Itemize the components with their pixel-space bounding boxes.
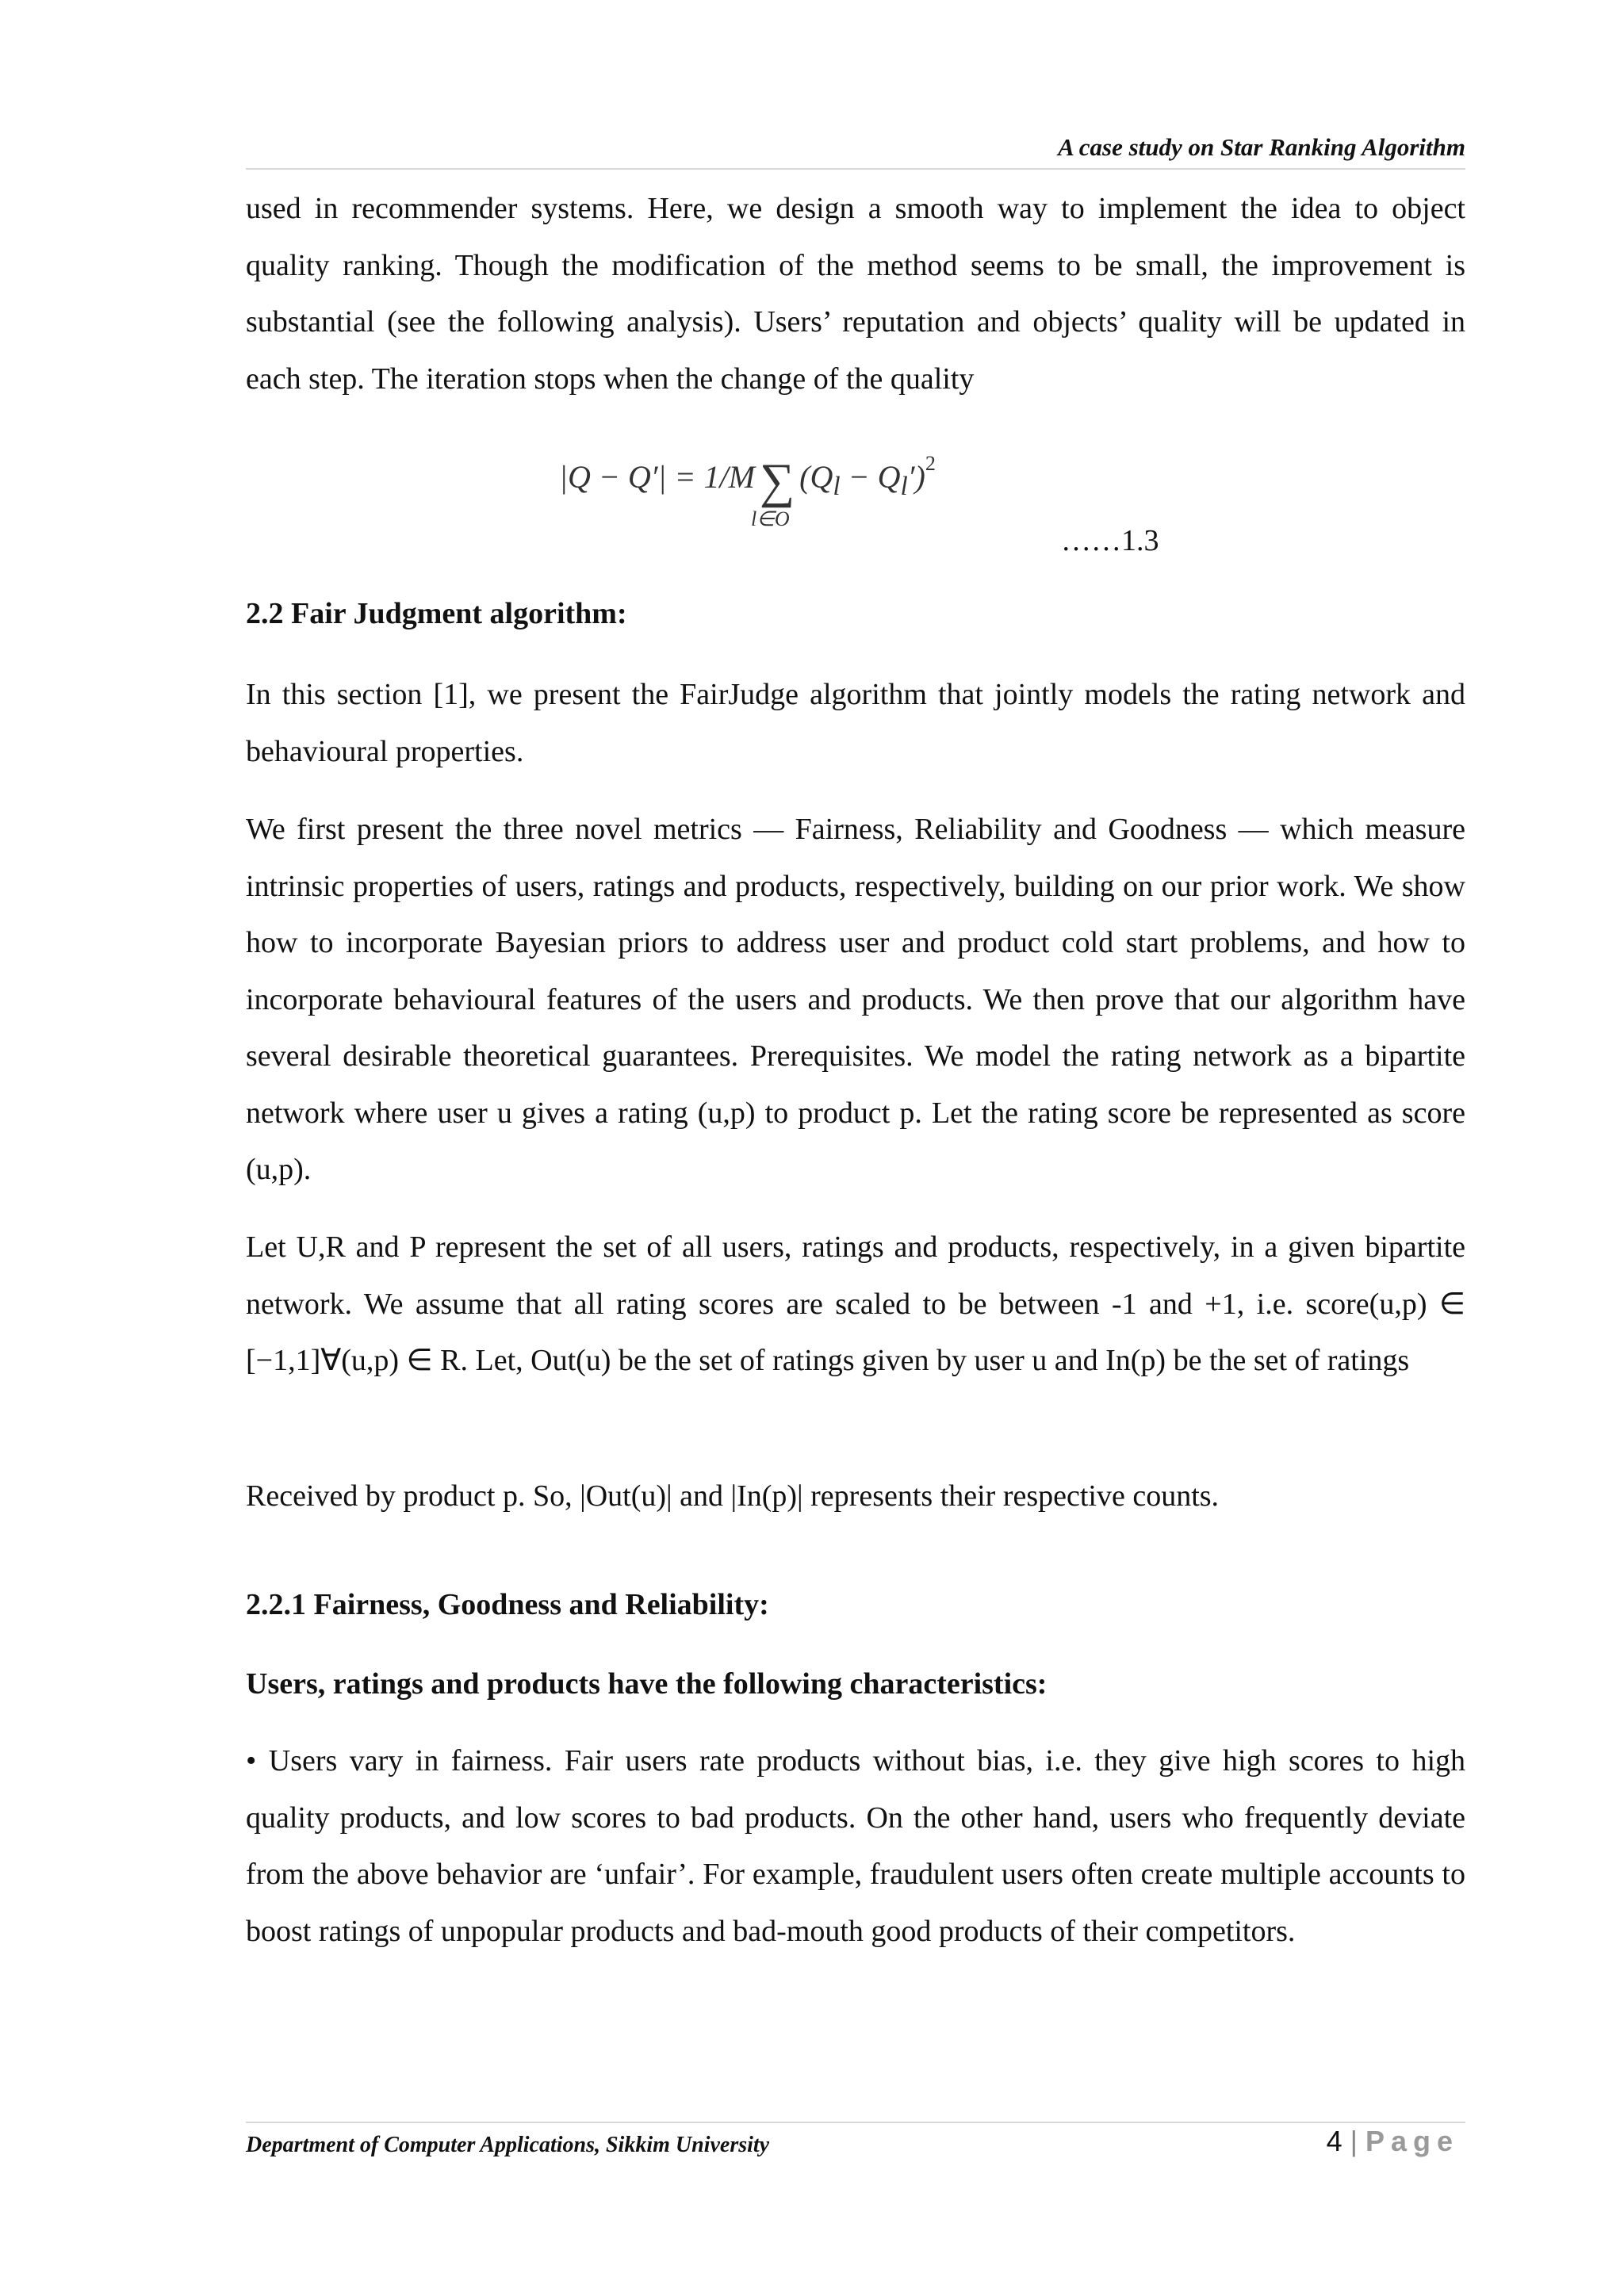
paragraph-5: Received by product p. So, |Out(u)| and |In(p)| represents their respective counts. [246,1479,1220,1513]
equation-subscript-1: l [833,472,841,501]
equation-body-close: ′) [907,459,925,495]
page-word: Page [1365,2125,1459,2157]
paragraph-4: Let U,R and P represent the set of all users, ratings and products, respectively, in a given bipartite network. We assume that all rating scores are scaled to be between -1 and +1, i.e. score(u,p) ∈ [−1,1]∀(u,p) ∈ R. Let, Out(u) be the set of ratings given by user u and In(p) be the set of ratings [246,1230,1465,1377]
footer-department: Department of Computer Applications, Sikkim University [246,2133,770,2157]
summation-index: l∈O [751,507,790,530]
equation-1-3 [559,452,971,539]
equation-number: ……1.3 [1061,524,1159,557]
page-separator: | [1350,2125,1358,2157]
equation-body-open: (Q [799,459,833,495]
section-heading-2-2: 2.2 Fair Judgment algorithm: [246,597,627,630]
header-divider [246,168,1465,170]
equation-exponent: 2 [925,452,936,475]
paragraph-1: used in recommender systems. Here, we design a smooth way to implement the idea to object quality ranking. Though the modification of the method seems to be small, the improvement is substantial (see the following analysis). Users’ reputation and objects’ quality will be updated in each step. The iteration stops when the change of the quality [246,192,1465,396]
summation-symbol: ∑ [759,454,795,508]
paragraph-2: In this section [1], we present the FairJudge algorithm that jointly models the rating network and behavioural properties. [246,678,1465,768]
subheading-characteristics: Users, ratings and products have the following characteristics: [246,1667,1048,1701]
page-number [1327,2125,1459,2158]
section-heading-2-2-1: 2.2.1 Fairness, Goodness and Reliability: [246,1588,769,1621]
paragraph-6-bullet: • Users vary in fairness. Fair users rate products without bias, i.e. they give high scores to high quality products, and low scores to bad products. On the other hand, users who frequently deviate from the above behavior are ‘unfair’. For example, fraudulent users often create multiple accounts to boost ratings of unpopular products and bad-mouth good products of their competitors. [246,1744,1465,1948]
page-number-value: 4 [1326,2125,1342,2157]
paragraph-3: We first present the three novel metrics — Fairness, Reliability and Goodness — which measure intrinsic properties of users, ratings and products, respectively, building on our prior work. We show how to incorporate Bayesian priors to address user and product cold start problems, and how to incorporate behavioural features of the users and products. We then prove that our algorithm have several desirable theoretical guarantees. Prerequisites. We model the rating network as a bipartite network where user u gives a rating (u,p) to product p. Let the rating score be represented as score (u,p). [246,813,1465,1186]
footer-divider [246,2122,1465,2123]
equation-lhs: |Q − Q′| = 1/M [559,459,755,495]
running-header: A case study on Star Ranking Algorithm [1058,133,1465,161]
equation-minus: − Q [840,459,901,495]
equation-expression [559,452,936,510]
equation-subscript-2: l [900,472,908,501]
